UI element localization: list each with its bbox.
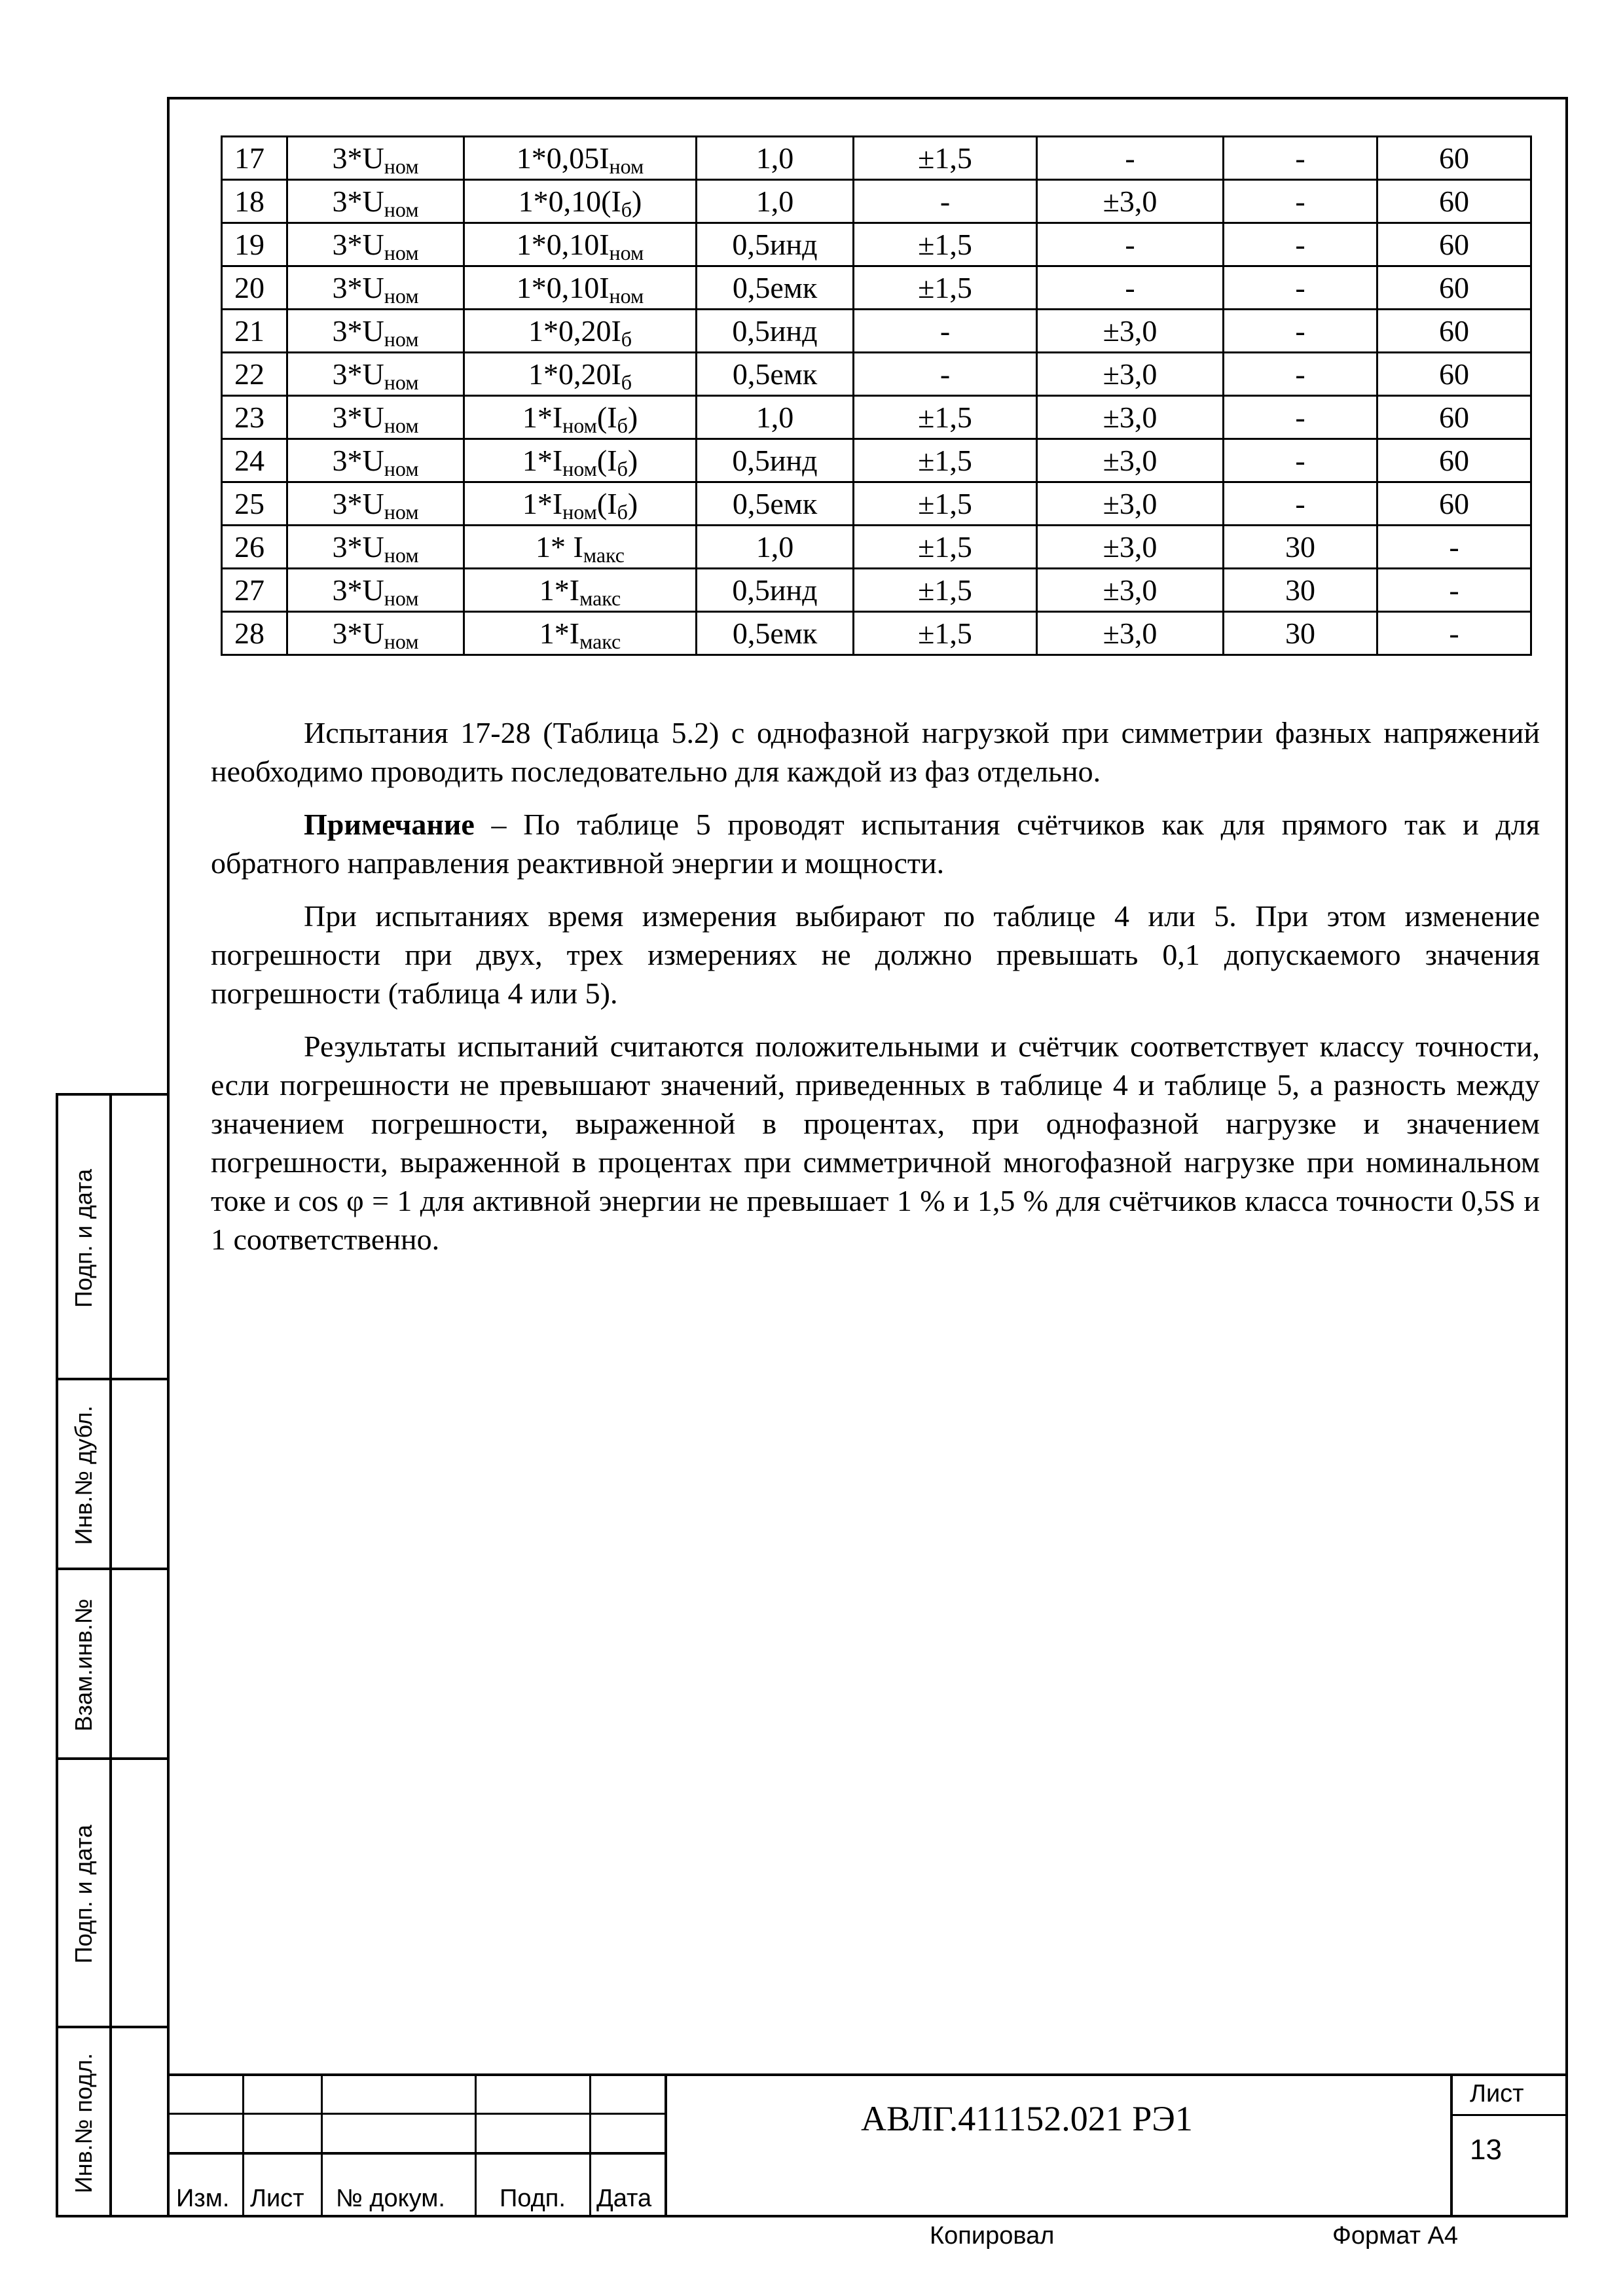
side-cell-sign-date-1 — [58, 1096, 170, 1380]
col-doc: № докум. — [336, 2185, 445, 2212]
power-factor-cell: 1,0 — [697, 526, 854, 569]
row-number: 24 — [222, 439, 287, 482]
row-number: 25 — [222, 482, 287, 526]
side-label: Инв.№ дубл. — [70, 1405, 97, 1545]
power-factor-cell: 1,0 — [697, 180, 854, 223]
table-row — [222, 137, 1531, 180]
value-cell: 60 — [1377, 310, 1531, 353]
value-cell: - — [1377, 612, 1531, 655]
voltage-cell: $3*U_{ном}$ — [287, 180, 464, 223]
sheet-label: Лист — [1470, 2080, 1524, 2108]
table-row — [222, 396, 1531, 439]
error-cell: ±3,0 — [1037, 396, 1224, 439]
current-cell: 1* $I_{макс}$ — [464, 526, 697, 569]
power-factor-cell: 0,5емк — [697, 353, 854, 396]
table-row — [222, 526, 1531, 569]
error-cell: ±3,0 — [1037, 180, 1224, 223]
row-number: 28 — [222, 612, 287, 655]
col-list: Лист — [250, 2185, 304, 2212]
value-cell: - — [1224, 482, 1377, 526]
power-factor-cell: 0,5инд — [697, 223, 854, 266]
error-cell: - — [854, 310, 1037, 353]
error-cell: ±1,5 — [854, 266, 1037, 310]
paragraph-3: При испытаниях время измерения выбирают по таблице 4 или 5. При этом изменение погрешности при двух, трех измерениях не должно превышать 0,1 допускаемого значения погрешности (таблица 4 или 5). — [211, 899, 1540, 1010]
voltage-cell: $3*U_{ном}$ — [287, 137, 464, 180]
error-cell: ±3,0 — [1037, 569, 1224, 612]
value-cell: - — [1377, 569, 1531, 612]
document-code: АВЛГ.411152.021 РЭ1 — [861, 2099, 1193, 2138]
error-cell: ±1,5 — [854, 396, 1037, 439]
voltage-cell: $3*U_{ном}$ — [287, 526, 464, 569]
side-cell-orig-inv — [58, 2028, 170, 2217]
table-row — [222, 223, 1531, 266]
value-cell: - — [1224, 396, 1377, 439]
power-factor-cell: 1,0 — [697, 396, 854, 439]
error-cell: ±3,0 — [1037, 439, 1224, 482]
value-cell: - — [1224, 439, 1377, 482]
current-cell: $1*I_{ном}(I_б)$ — [464, 482, 697, 526]
value-cell: 60 — [1377, 482, 1531, 526]
error-cell: - — [1037, 223, 1224, 266]
side-label: Подп. и дата — [70, 1168, 97, 1308]
value-cell: 60 — [1377, 439, 1531, 482]
value-cell: - — [1224, 353, 1377, 396]
current-cell: $1*I_{макс}$ — [464, 612, 697, 655]
error-cell: ±1,5 — [854, 439, 1037, 482]
current-cell: $1*0,10(I_б)$ — [464, 180, 697, 223]
voltage-cell: $3*U_{ном}$ — [287, 223, 464, 266]
row-number: 22 — [222, 353, 287, 396]
current-cell: $1*0,10I_{ном}$ — [464, 266, 697, 310]
value-cell: - — [1224, 180, 1377, 223]
power-factor-cell: 0,5емк — [697, 266, 854, 310]
sheet-number: 13 — [1470, 2134, 1502, 2166]
error-cell: - — [854, 353, 1037, 396]
table-row — [222, 266, 1531, 310]
table-row — [222, 180, 1531, 223]
note-text: – По таблице 5 проводят испытания счётчиков как для прямого так и для обратного направления реактивной энергии и мощности. — [211, 808, 1540, 880]
current-cell: $1*0,10I_{ном}$ — [464, 223, 697, 266]
table-row — [222, 482, 1531, 526]
error-cell: ±3,0 — [1037, 482, 1224, 526]
note-paragraph — [211, 805, 1540, 882]
table-body — [222, 137, 1531, 655]
value-cell: 30 — [1224, 569, 1377, 612]
table-row — [222, 569, 1531, 612]
row-number: 19 — [222, 223, 287, 266]
error-cell: - — [1037, 266, 1224, 310]
value-cell: 60 — [1377, 353, 1531, 396]
power-factor-cell: 0,5емк — [697, 482, 854, 526]
current-cell: $1*0,20I_б$ — [464, 310, 697, 353]
voltage-cell: $3*U_{ном}$ — [287, 396, 464, 439]
value-cell: 60 — [1377, 137, 1531, 180]
current-cell: $1*0,20I_б$ — [464, 353, 697, 396]
test-points-table — [221, 135, 1532, 656]
error-cell: ±3,0 — [1037, 310, 1224, 353]
table-row — [222, 310, 1531, 353]
row-number: 26 — [222, 526, 287, 569]
error-cell: - — [1037, 137, 1224, 180]
side-label: Взам.инв.№ — [70, 1598, 97, 1732]
value-cell: - — [1224, 137, 1377, 180]
error-cell: ±1,5 — [854, 137, 1037, 180]
side-label: Инв.№ подл. — [70, 2053, 97, 2193]
title-block — [167, 2073, 1568, 2217]
row-number: 20 — [222, 266, 287, 310]
paragraph-4: Результаты испытаний считаются положительными и счётчик соответствует классу точности, если погрешности не превышают значений, приведенных в таблице 4 и таблице 5, а разность между значением погрешности, выраженной в процентах, при однофазной нагрузке и значением погрешности, выраженной в процентах при симметричной многофазной нагрузке при номинальном токе и cos φ = 1 для активной энергии не превышает 1 % и 1,5 % для счётчиков класса точности 0,5S и 1 соответственно. — [211, 1030, 1540, 1256]
note-label: Примечание — [304, 808, 475, 841]
value-cell: 30 — [1224, 526, 1377, 569]
side-cell-replace-inv — [58, 1570, 170, 1760]
col-sign: Подп. — [500, 2185, 566, 2212]
error-cell: ±1,5 — [854, 482, 1037, 526]
row-number: 18 — [222, 180, 287, 223]
paragraph-1: Испытания 17-28 (Таблица 5.2) с однофазной нагрузкой при симметрии фазных напряжений необходимо проводить последовательно для каждой из фаз отдельно. — [211, 716, 1540, 788]
side-cell-sign-date-2 — [58, 1760, 170, 2028]
value-cell: - — [1224, 223, 1377, 266]
error-cell: ±3,0 — [1037, 612, 1224, 655]
col-izm: Изм. — [176, 2185, 230, 2212]
value-cell: 60 — [1377, 266, 1531, 310]
row-number: 21 — [222, 310, 287, 353]
value-cell: - — [1377, 526, 1531, 569]
current-cell: $1*0,05I_{ном}$ — [464, 137, 697, 180]
row-number: 27 — [222, 569, 287, 612]
side-cell-dup-inv — [58, 1380, 170, 1570]
footer-copied: Копировал — [930, 2222, 1055, 2250]
power-factor-cell: 0,5инд — [697, 310, 854, 353]
row-number: 17 — [222, 137, 287, 180]
current-cell: $1*I_{ном}(I_б)$ — [464, 396, 697, 439]
footer-format: Формат А4 — [1332, 2222, 1459, 2250]
power-factor-cell: 0,5инд — [697, 439, 854, 482]
value-cell: 60 — [1377, 396, 1531, 439]
power-factor-cell: 0,5емк — [697, 612, 854, 655]
voltage-cell: $3*U_{ном}$ — [287, 266, 464, 310]
voltage-cell: $3*U_{ном}$ — [287, 482, 464, 526]
error-cell: ±1,5 — [854, 526, 1037, 569]
value-cell: 30 — [1224, 612, 1377, 655]
error-cell: ±1,5 — [854, 223, 1037, 266]
error-cell: - — [854, 180, 1037, 223]
error-cell: ±3,0 — [1037, 526, 1224, 569]
value-cell: - — [1224, 266, 1377, 310]
side-stamp — [56, 1093, 167, 2217]
current-cell: $1*I_{ном}(I_б)$ — [464, 439, 697, 482]
current-cell: $1*I_{макс}$ — [464, 569, 697, 612]
table-row — [222, 353, 1531, 396]
body-text — [211, 713, 1540, 1273]
side-label: Подп. и дата — [70, 1824, 97, 1964]
voltage-cell: $3*U_{ном}$ — [287, 310, 464, 353]
power-factor-cell: 0,5инд — [697, 569, 854, 612]
value-cell: 60 — [1377, 223, 1531, 266]
error-cell: ±1,5 — [854, 569, 1037, 612]
voltage-cell: $3*U_{ном}$ — [287, 569, 464, 612]
error-cell: ±3,0 — [1037, 353, 1224, 396]
voltage-cell: $3*U_{ном}$ — [287, 439, 464, 482]
power-factor-cell: 1,0 — [697, 137, 854, 180]
table-row — [222, 612, 1531, 655]
col-date: Дата — [596, 2185, 652, 2212]
row-number: 23 — [222, 396, 287, 439]
error-cell: ±1,5 — [854, 612, 1037, 655]
voltage-cell: $3*U_{ном}$ — [287, 612, 464, 655]
value-cell: - — [1224, 310, 1377, 353]
voltage-cell: $3*U_{ном}$ — [287, 353, 464, 396]
table-row — [222, 439, 1531, 482]
value-cell: 60 — [1377, 180, 1531, 223]
